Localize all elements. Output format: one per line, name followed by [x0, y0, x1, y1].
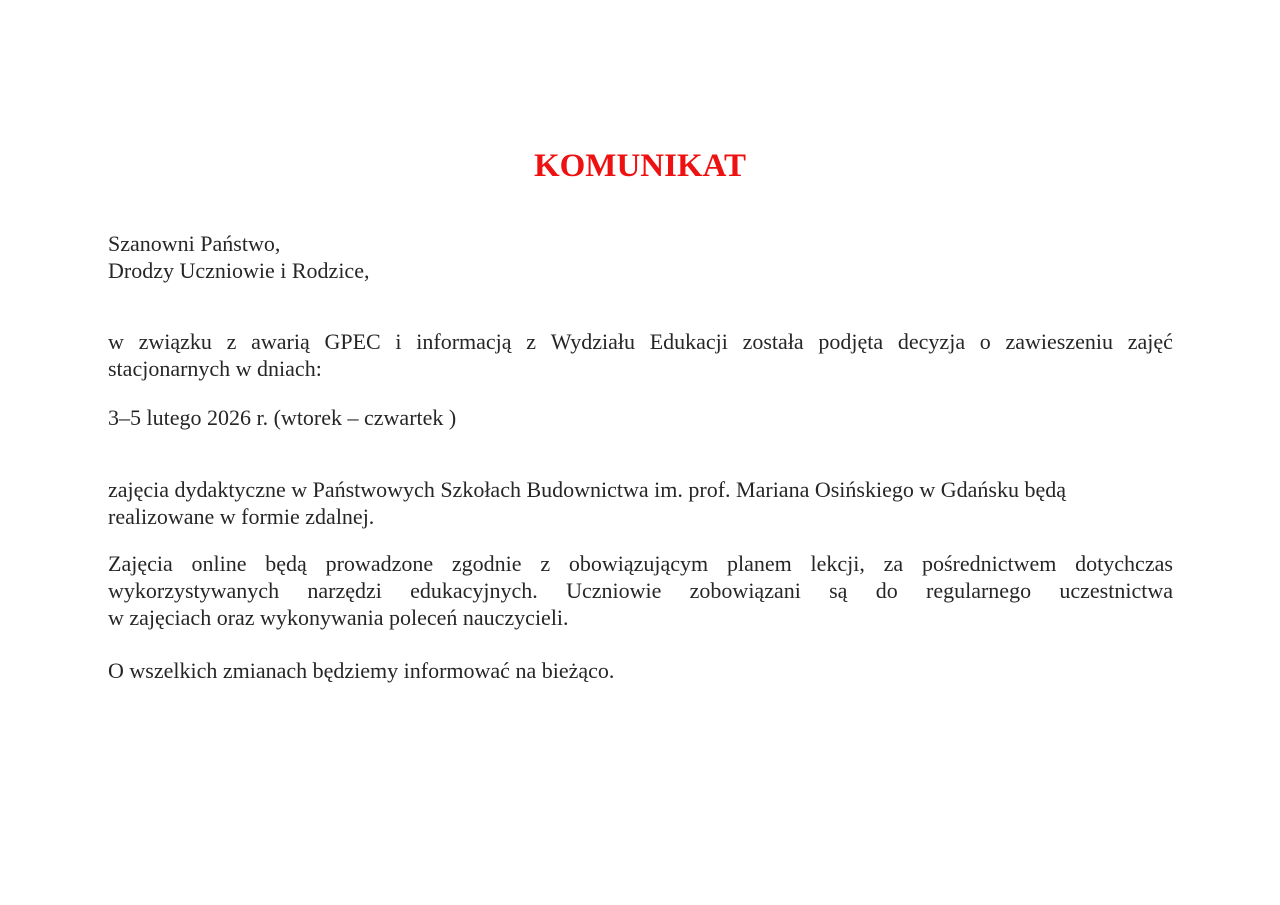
word: i [395, 329, 402, 354]
greeting-line: Drodzy Uczniowie i Rodzice, [108, 258, 370, 283]
word: podjęta [818, 329, 884, 354]
paragraph-line: stacjonarnych w dniach: [108, 356, 322, 381]
word: Uczniowie [566, 578, 662, 603]
word: pośrednictwem [921, 551, 1057, 576]
word: zgodnie [451, 551, 522, 576]
word: zobowiązani [689, 578, 801, 603]
greeting-line: Szanowni Państwo, [108, 231, 281, 256]
paragraph-line: w zajęciach oraz wykonywania poleceń nauczycieli. [108, 605, 569, 630]
closing-text: O wszelkich zmianach będziemy informować na bieżąco. [108, 658, 615, 683]
word: prowadzone [325, 551, 434, 576]
paragraph-announcement [108, 328, 1173, 382]
word: obowiązującym [568, 551, 709, 576]
paragraph-remote-classes [108, 476, 1173, 530]
word: informacją [416, 329, 512, 354]
word: Edukacji [649, 329, 728, 354]
word: lekcji, [810, 551, 865, 576]
word: za [883, 551, 904, 576]
word: do [875, 578, 898, 603]
word: GPEC [324, 329, 381, 354]
paragraph-line: realizowane w formie zdalnej. [108, 504, 375, 529]
word: edukacyjnych. [410, 578, 538, 603]
word: zajęć [1127, 329, 1173, 354]
word: uczestnictwa [1059, 578, 1173, 603]
word: planem [726, 551, 792, 576]
document-title: KOMUNIKAT [533, 148, 747, 184]
word: online [191, 551, 247, 576]
word: w [108, 329, 124, 354]
word: będą [265, 551, 307, 576]
paragraph-line [108, 577, 1173, 604]
word: Zajęcia [108, 551, 173, 576]
word: została [742, 329, 804, 354]
word: dotychczas [1075, 551, 1173, 576]
word: zawieszeniu [1005, 329, 1114, 354]
paragraph-line [108, 328, 1173, 355]
word: narzędzi [307, 578, 382, 603]
paragraph-line [108, 550, 1173, 577]
greeting [108, 230, 1173, 284]
word: wykorzystywanych [108, 578, 280, 603]
closing-line [108, 657, 1173, 684]
dates-text: 3–5 lutego 2026 r. (wtorek – czwartek ) [108, 405, 457, 430]
paragraph-line: zajęcia dydaktyczne w Państwowych Szkołach Budownictwa im. prof. Mariana Osińskiego w Gdańsku będą [108, 477, 1066, 502]
word: z [540, 551, 551, 576]
word: o [979, 329, 991, 354]
word: z [226, 329, 237, 354]
word: Wydziału [550, 329, 635, 354]
word: z [526, 329, 537, 354]
word: awarią [251, 329, 310, 354]
word: są [829, 578, 848, 603]
word: regularnego [926, 578, 1032, 603]
dates-line [108, 404, 1173, 431]
paragraph-online-classes [108, 550, 1173, 631]
word: związku [138, 329, 212, 354]
word: decyzja [897, 329, 966, 354]
